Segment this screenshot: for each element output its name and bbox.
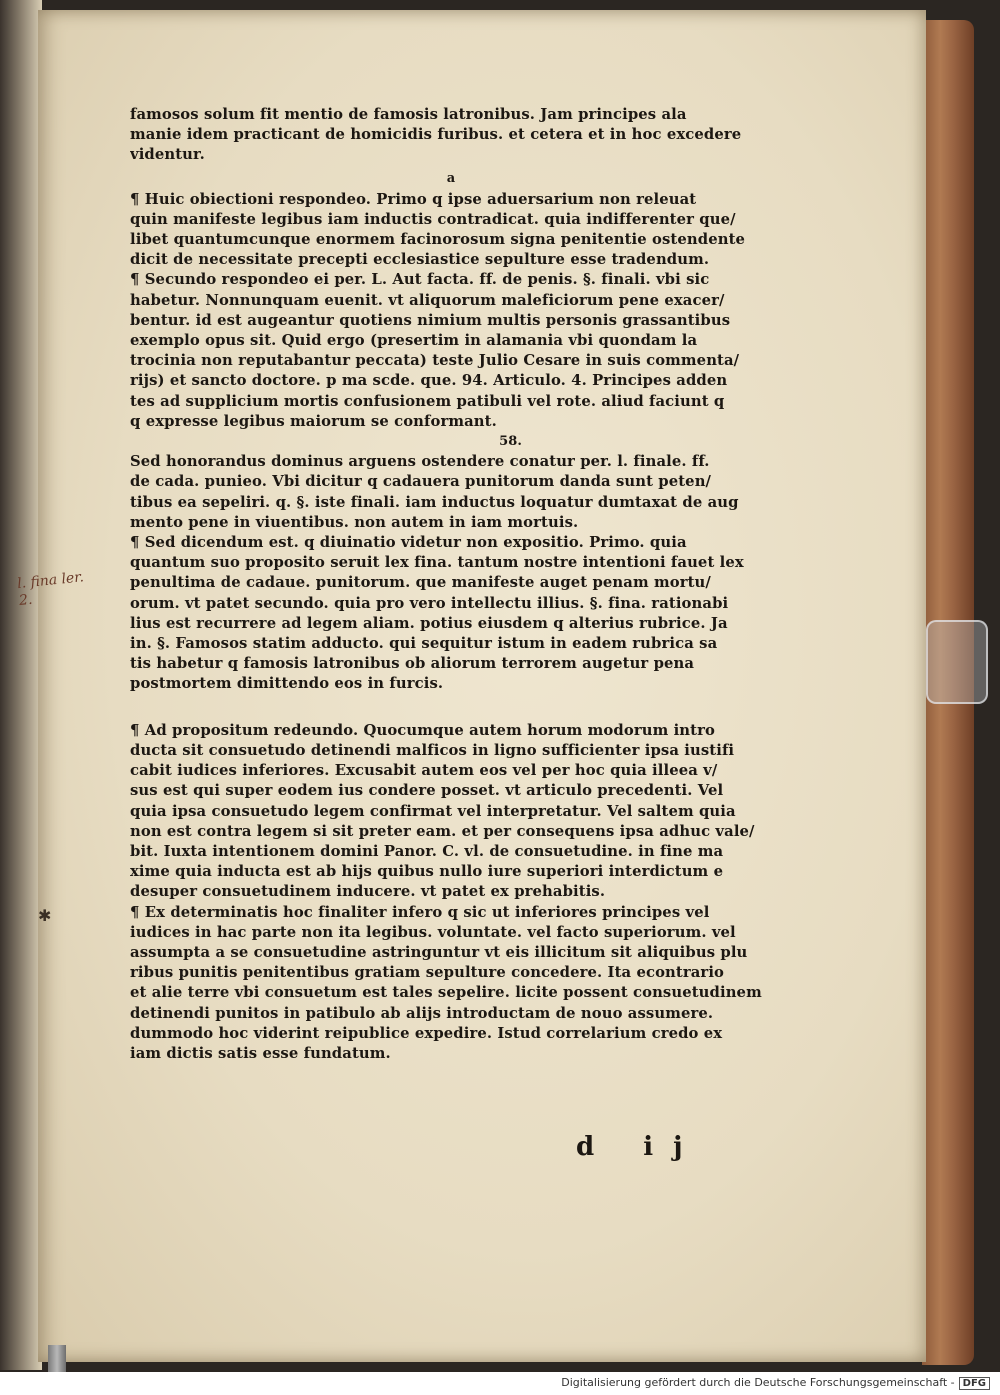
paragraph-5 xyxy=(130,721,772,903)
text-line: bit. Iuxta intentionem domini Panor. C. vl. de consuetudine. in fine ma xyxy=(130,842,724,860)
handwritten-margin-note: l. fina ler. 2. xyxy=(16,569,85,609)
text-line: q expresse legibus maiorum se conformant. xyxy=(130,412,497,430)
text-line: ¶ Ad propositum redeundo. Quocumque autem horum modorum intro xyxy=(130,721,715,739)
text-line: ¶ Secundo respondeo ei per. L. Aut facta. ff. de penis. §. finali. vbi sic xyxy=(130,271,710,289)
text-line: iam dictis satis esse fundatum. xyxy=(130,1044,391,1062)
text-line: habetur. Nonnunquam euenit. vt aliquorum maleficiorum pene exacer/ xyxy=(130,291,725,309)
text-block xyxy=(130,105,772,1064)
text-line: quia ipsa consuetudo legem confirmat vel interpretatur. Vel saltem quia xyxy=(130,802,736,820)
text-line: Sed honorandus dominus arguens ostendere conatur per. l. finale. ff. xyxy=(130,453,710,471)
text-line: ¶ Ex determinatis hoc finaliter infero q sic ut inferiores principes vel xyxy=(130,903,710,921)
page-clip xyxy=(926,620,988,704)
text-line: detinendi punitos in patibulo ab alijs introductam de nouo assumere. xyxy=(130,1004,714,1022)
text-line: mento pene in viuentibus. non autem in iam mortuis. xyxy=(130,513,579,531)
text-line: in. §. Famosos statim adducto. qui sequitur istum in eadem rubrica sa xyxy=(130,635,718,653)
book-binding-left xyxy=(0,0,42,1370)
text-line: de cada. punieo. Vbi dicitur q cadauera punitorum danda sunt peten/ xyxy=(130,473,712,491)
text-line: ¶ Huic obiectioni respondeo. Primo q ipse aduersarium non releuat xyxy=(130,190,697,208)
text-line: non est contra legem si sit preter eam. et per consequens ipsa adhuc vale/ xyxy=(130,822,755,840)
text-line: lius est recurrere ad legem aliam. potius eiusdem q alterius rubrice. Ja xyxy=(130,614,728,632)
signature-mark: d ij xyxy=(576,1132,703,1162)
footer-credit xyxy=(561,1376,990,1390)
text-line: dicit de necessitate precepti ecclesiastice sepulture esse tradendum. xyxy=(130,251,710,269)
paragraph-3 xyxy=(130,452,772,533)
text-line: bentur. id est augeantur quotiens nimium multis personis grassantibus xyxy=(130,311,731,329)
text-line: libet quantumcunque enormem facinorosum signa penitentie ostendente xyxy=(130,231,746,249)
text-line: desuper consuetudinem inducere. vt patet ex prehabitis. xyxy=(130,883,606,901)
text-line: manie idem practicant de homicidis furibus. et cetera et in hoc excedere xyxy=(130,126,742,144)
page-number: 58. xyxy=(499,434,522,450)
text-line: trocinia non reputabantur peccata) teste Julio Cesare in suis commenta/ xyxy=(130,352,740,370)
text-line: tibus ea sepeliri. q. §. iste finali. iam inductus loquatur dumtaxat de aug xyxy=(130,493,739,511)
text-line: tes ad supplicium mortis confusionem patibuli vel rote. aliud faciunt q xyxy=(130,392,725,410)
text-line: ¶ Sed dicendum est. q diuinatio videtur non expositio. Primo. quia xyxy=(130,534,687,552)
text-line: videntur. xyxy=(130,146,205,164)
text-line: cabit iudices inferiores. Excusabit autem eos vel per hoc quia illeea v/ xyxy=(130,762,718,780)
paragraph-intro xyxy=(130,105,772,166)
text-line: et alie terre vbi consuetum est tales sepelire. licite possent consuetudinem xyxy=(130,984,762,1002)
paragraph-4 xyxy=(130,533,772,695)
text-line: penultima de cadaue. punitorum. que manifeste auget penam mortu/ xyxy=(130,574,711,592)
text-line: iudices in hac parte non ita legibus. voluntate. vel facto superiorum. vel xyxy=(130,923,736,941)
text-line: tis habetur q famosis latronibus ob aliorum terrorem augetur pena xyxy=(130,655,695,673)
text-line: sus est qui super eodem ius condere posset. vt articulo precedenti. Vel xyxy=(130,782,724,800)
text-line: dummodo hoc viderint reipublice expedire. Istud correlarium credo ex xyxy=(130,1024,723,1042)
margin-mark: ✱ xyxy=(38,906,52,925)
text-line: rijs) et sancto doctore. p ma scde. que. 94. Articulo. 4. Principes adden xyxy=(130,372,728,390)
text-line: famosos solum fit mentio de famosis latronibus. Jam principes ala xyxy=(130,106,687,123)
dfg-logo[interactable]: DFG xyxy=(959,1377,990,1390)
book-page xyxy=(38,10,926,1362)
footer-credit-text: Digitalisierung gefördert durch die Deutsche Forschungsgemeinschaft - xyxy=(561,1376,955,1389)
text-line: exemplo opus sit. Quid ergo (presertim in alamania vbi quondam la xyxy=(130,332,698,350)
text-line: quin manifeste legibus iam inductis contradicat. quia indifferenter que/ xyxy=(130,210,736,228)
text-line: postmortem dimittendo eos in furcis. xyxy=(130,675,444,693)
text-line: xime quia inducta est ab hijs quibus nullo iure superiori interdictum e xyxy=(130,863,724,881)
text-line: quantum suo proposito seruit lex fina. tantum nostre intentioni fauet lex xyxy=(130,554,744,572)
text-line: ribus punitis penitentibus gratiam sepulture concedere. Ita econtrario xyxy=(130,964,725,982)
text-line: orum. vt patet secundo. quia pro vero intellectu illius. §. fina. rationabi xyxy=(130,594,729,612)
paragraph-2 xyxy=(130,270,772,432)
footer-bar xyxy=(0,1372,1000,1395)
signature-letter: a xyxy=(446,170,456,186)
text-line: assumpta a se consuetudine astringuntur vt eis illicitum sit aliquibus plu xyxy=(130,943,748,961)
text-line: ducta sit consuetudo detinendi malficos in ligno sufficienter ipsa iustifi xyxy=(130,741,735,759)
paragraph-1 xyxy=(130,190,772,271)
paragraph-6 xyxy=(130,903,772,1065)
